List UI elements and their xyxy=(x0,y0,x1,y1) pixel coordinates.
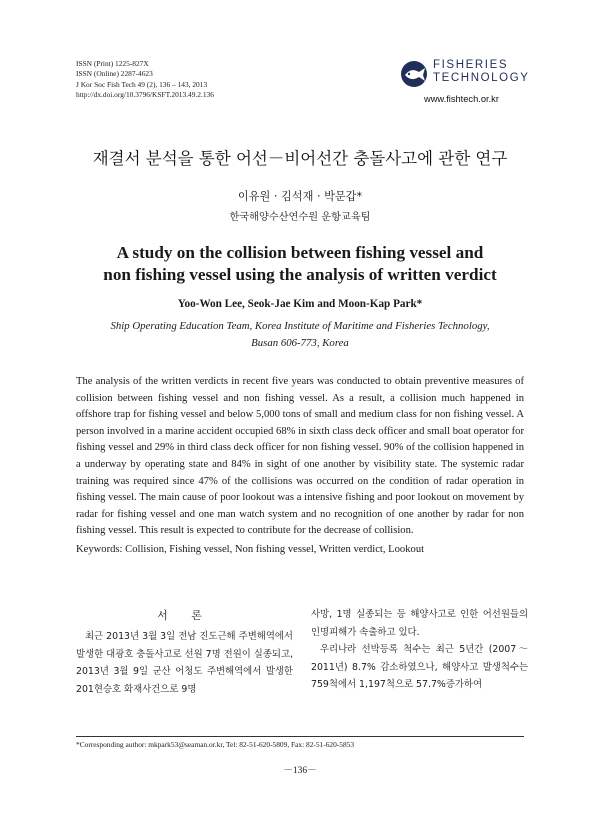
journal-logo xyxy=(393,59,533,107)
korean-title: 재결서 분석을 통한 어선－비어선간 충돌사고에 관한 연구 xyxy=(92,149,508,168)
keywords: Keywords: Collision, Fishing vessel, Non fishing vessel, Written verdict, Lookout xyxy=(76,544,425,555)
section-heading: 서 론 xyxy=(157,609,212,622)
korean-affiliation: 한국해양수산연수원 운항교육팀 xyxy=(229,212,371,223)
english-affiliation xyxy=(0,318,600,352)
logo-wordmark xyxy=(433,59,530,84)
body-paragraph: 우리나라 선박등록 척수는 최근 5년간 (2007～2011년) 8.7% 감소하였으나, 해양사고 발생척수는 759척에서 1,197척으로 57.7%증가하여 xyxy=(311,644,528,691)
issn-print: ISSN (Print) 1225-827X xyxy=(76,59,149,68)
english-affiliation-line1: Ship Operating Education Team, Korea Institute of Maritime and Fisheries Technology, xyxy=(110,320,490,332)
footnote: *Corresponding author: mkpark53@seaman.or.kr, Tel: 82-51-620-5809, Fax: 82-51-620-5853 xyxy=(76,740,355,749)
korean-authors: 이유원 · 김석재 · 박문갑* xyxy=(237,190,363,203)
fish-logo-icon xyxy=(399,59,429,89)
page-number: －136－ xyxy=(283,766,317,776)
journal-header xyxy=(76,59,214,101)
body-paragraph: 사망, 1명 실종되는 등 해양사고로 인한 어선원들의 인명피해가 속출하고 있다. xyxy=(311,609,528,638)
body-right-column xyxy=(311,606,528,694)
english-authors: Yoo-Won Lee, Seok-Jae Kim and Moon-Kap Park* xyxy=(177,298,423,310)
body-left-column xyxy=(76,606,293,698)
english-title xyxy=(0,242,600,286)
english-title-line2: non fishing vessel using the analysis of written verdict xyxy=(103,265,497,284)
doi-link[interactable]: http://dx.doi.org/10.3796/KSFT.2013.49.2.136 xyxy=(76,90,214,100)
english-affiliation-line2: Busan 606-773, Korea xyxy=(251,337,349,349)
logo-line1: FISHERIES xyxy=(433,59,509,71)
footnote-divider xyxy=(76,736,524,737)
journal-url[interactable]: www.fishtech.or.kr xyxy=(424,94,499,104)
journal-reference: J Kor Soc Fish Tech 49 (2), 136 – 143, 2013 xyxy=(76,79,208,89)
english-title-line1: A study on the collision between fishing vessel and xyxy=(116,243,484,262)
logo-line2: TECHNOLOGY xyxy=(433,71,530,84)
abstract: The analysis of the written verdicts in recent five years was conducted to obtain preventive measures of collision between fishing vessel and non fishing vessel. As a result, a collision much happened in offshore trap for fishing vessel and below 5,000 tons of small and medium class for non fishing vessel. A person involved in a marine accident occupied 68% in sixth class deck officer and small boat operator for fishing vessel and 29% in third class deck officer for non fishing vessel. 90% of the collision happened in a underway by operating state and 84% in sight of one another by visibility state. The systemic radar training was required since 47% of the collisions was occurred on the condition of radar operation in fishing vessel. The main cause of poor lookout was a intensive fishing and poor lookout on movement by radar for fishing vessel and one man watch system and no recognition of one another by radar for non fishing vessel. This result is expected to contribute for the decrease of collision. xyxy=(76,376,524,537)
body-paragraph: 최근 2013년 3월 3일 전남 진도근해 주변해역에서 발생한 대광호 충돌사고로 선원 7명 전원이 실종되고, 2013년 3월 9일 군산 어청도 주변해역에서 발생한 201현승호 화재사건으로 9명 xyxy=(76,631,294,695)
issn-online: ISSN (Online) 2287-4623 xyxy=(76,69,153,79)
